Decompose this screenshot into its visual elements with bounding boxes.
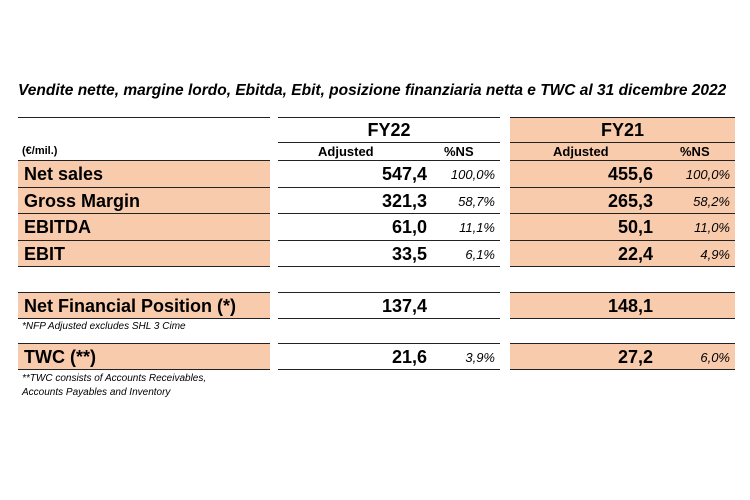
fy22-pct-twc: 3,9% <box>465 350 495 365</box>
rule-l-2 <box>18 187 270 188</box>
fy22-pct-net-sales: 100,0% <box>450 167 495 182</box>
fy21-value-nfp: 148,1 <box>607 296 653 316</box>
fy22-value-nfp: 137,4 <box>381 296 427 316</box>
row-label-twc: TWC (**) <box>24 347 96 367</box>
twc-footnote-line2: Accounts Payables and Inventory <box>22 387 171 398</box>
rule-m-5 <box>278 266 500 267</box>
row-label-ebit: EBIT <box>24 244 66 264</box>
row-label-ebitda: EBITDA <box>24 217 91 237</box>
fy21-value-gross-margin: 265,3 <box>607 191 653 211</box>
fy21-pct-ebit: 4,9% <box>700 247 730 262</box>
rule-twc-m-bot <box>278 369 500 370</box>
rule-top-fy22 <box>278 117 500 118</box>
fy22-value-net-sales: 547,4 <box>381 164 427 184</box>
fy21-header: FY21 <box>600 120 645 140</box>
fy22-value-gross-margin: 321,3 <box>381 191 427 211</box>
unit-label: (€/mil.) <box>22 145 58 157</box>
rule-nfp-m-top <box>278 292 500 293</box>
fy22-value-twc: 21,6 <box>391 347 427 367</box>
fy21-value-twc: 27,2 <box>617 347 653 367</box>
row-label-gross-margin: Gross Margin <box>24 191 141 211</box>
rule-l-3 <box>18 213 270 214</box>
fy22-adjusted-header: Adjusted <box>318 144 374 159</box>
fy22-pct-header: %NS <box>444 144 474 159</box>
row-label-nfp: Net Financial Position (*) <box>24 296 237 316</box>
fy22-pct-ebit: 6,1% <box>465 247 495 262</box>
rule-r-3 <box>510 213 735 214</box>
fy21-pct-twc: 6,0% <box>700 350 730 365</box>
page-title: Vendite nette, margine lordo, Ebitda, Ebit, posizione finanziaria netta e TWC al 31 dicembre 2022 <box>18 82 727 99</box>
rule-twc-l-bot <box>18 369 270 370</box>
rule-twc-l-top <box>18 343 270 344</box>
rule-m-3 <box>278 213 500 214</box>
rule-l-5 <box>18 266 270 267</box>
fy21-pct-net-sales: 100,0% <box>685 167 730 182</box>
rule-r-5 <box>510 266 735 267</box>
rule-nfp-r-bot <box>510 318 735 319</box>
fy22-pct-gross-margin: 58,7% <box>458 194 495 209</box>
row-label-net-sales: Net sales <box>24 164 104 184</box>
rule-top-left <box>18 117 270 118</box>
nfp-footnote: *NFP Adjusted excludes SHL 3 Cime <box>22 321 186 332</box>
rule-nfp-l-bot <box>18 318 270 319</box>
fy21-value-ebitda: 50,1 <box>617 217 653 237</box>
fy21-value-net-sales: 455,6 <box>607 164 653 184</box>
rule-m-1 <box>278 160 500 161</box>
rule-nfp-r-top <box>510 292 735 293</box>
rule-twc-r-top <box>510 343 735 344</box>
fy21-value-ebit: 22,4 <box>617 244 653 264</box>
fy21-pct-header: %NS <box>680 144 710 159</box>
fy22-header: FY22 <box>367 120 411 140</box>
fy22-value-ebit: 33,5 <box>391 244 427 264</box>
rule-year-fy22 <box>278 142 500 143</box>
rule-r-4 <box>510 240 735 241</box>
rule-l-1 <box>18 160 270 161</box>
fy22-pct-ebitda: 11,1% <box>459 220 495 235</box>
rule-m-4 <box>278 240 500 241</box>
rule-twc-r-bot <box>510 369 735 370</box>
rule-m-2 <box>278 187 500 188</box>
rule-nfp-l-top <box>18 292 270 293</box>
fy21-adjusted-header: Adjusted <box>553 144 609 159</box>
rule-r-1 <box>510 160 735 161</box>
fy21-pct-gross-margin: 58,2% <box>693 194 730 209</box>
rule-top-fy21 <box>510 117 735 118</box>
rule-year-fy21 <box>510 142 735 143</box>
fy21-pct-ebitda: 11,0% <box>694 220 730 235</box>
rule-nfp-m-bot <box>278 318 500 319</box>
rule-twc-m-top <box>278 343 500 344</box>
rule-l-4 <box>18 240 270 241</box>
rule-r-2 <box>510 187 735 188</box>
twc-footnote-line1: **TWC consists of Accounts Receivables, <box>22 373 207 384</box>
fy22-value-ebitda: 61,0 <box>391 217 427 237</box>
